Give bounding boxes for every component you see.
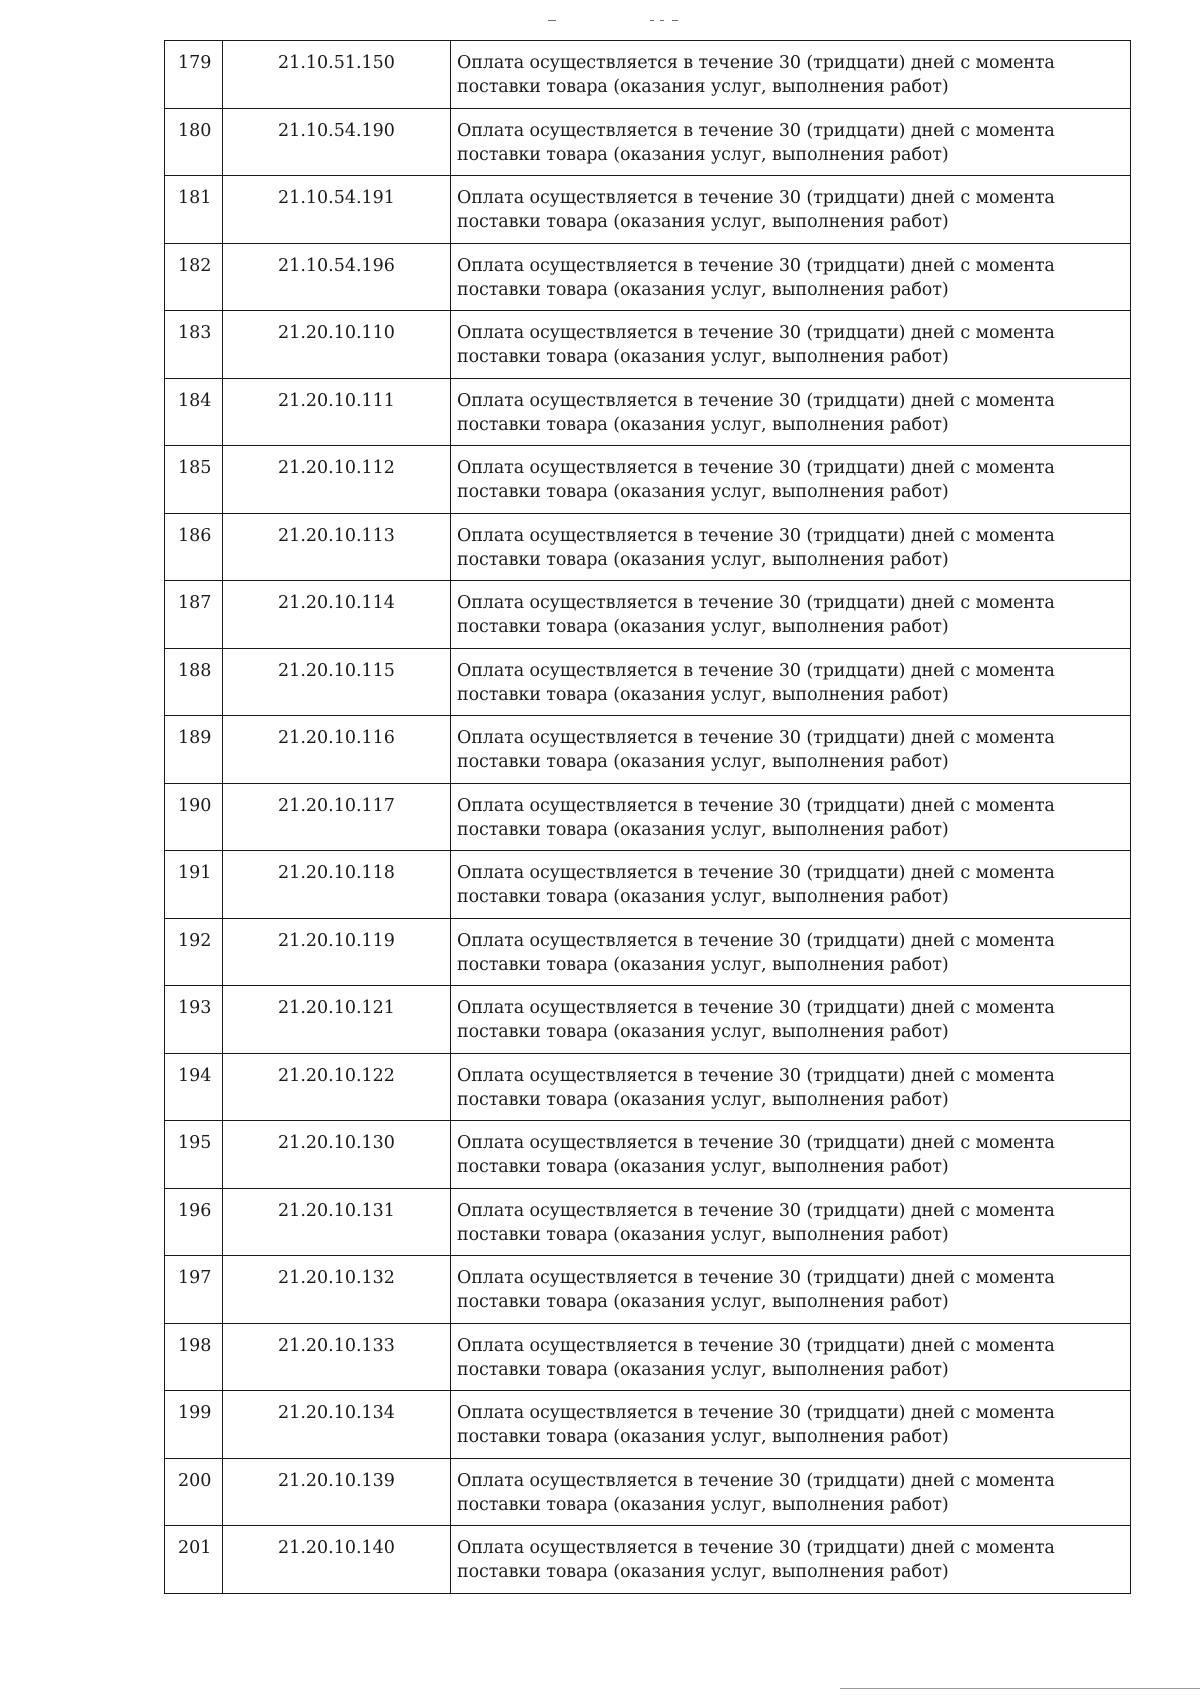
payment-terms-table bbox=[164, 40, 1131, 1594]
okpd2-code: 21.20.10.130 bbox=[223, 1121, 451, 1189]
table-row bbox=[165, 851, 1131, 919]
okpd2-code: 21.20.10.122 bbox=[223, 1053, 451, 1121]
payment-terms-text: Оплата осуществляется в течение 30 (тридцати) дней с момента поставки товара (оказания услуг, выполнения работ) bbox=[451, 1188, 1131, 1256]
table-row bbox=[165, 1391, 1131, 1459]
okpd2-code: 21.20.10.119 bbox=[223, 918, 451, 986]
table-row bbox=[165, 716, 1131, 784]
payment-terms-text: Оплата осуществляется в течение 30 (тридцати) дней с момента поставки товара (оказания услуг, выполнения работ) bbox=[451, 783, 1131, 851]
payment-terms-text: Оплата осуществляется в течение 30 (тридцати) дней с момента поставки товара (оказания услуг, выполнения работ) bbox=[451, 378, 1131, 446]
row-number: 187 bbox=[165, 581, 223, 649]
row-number: 199 bbox=[165, 1391, 223, 1459]
payment-terms-text: Оплата осуществляется в течение 30 (тридцати) дней с момента поставки товара (оказания услуг, выполнения работ) bbox=[451, 513, 1131, 581]
row-number: 194 bbox=[165, 1053, 223, 1121]
row-number: 181 bbox=[165, 176, 223, 244]
okpd2-code: 21.20.10.117 bbox=[223, 783, 451, 851]
okpd2-code: 21.20.10.113 bbox=[223, 513, 451, 581]
row-number: 198 bbox=[165, 1323, 223, 1391]
payment-terms-text: Оплата осуществляется в течение 30 (тридцати) дней с момента поставки товара (оказания услуг, выполнения работ) bbox=[451, 1256, 1131, 1324]
table-row bbox=[165, 1121, 1131, 1189]
okpd2-code: 21.20.10.115 bbox=[223, 648, 451, 716]
okpd2-code: 21.20.10.111 bbox=[223, 378, 451, 446]
table-row bbox=[165, 648, 1131, 716]
payment-terms-text: Оплата осуществляется в течение 30 (тридцати) дней с момента поставки товара (оказания услуг, выполнения работ) bbox=[451, 108, 1131, 176]
row-number: 196 bbox=[165, 1188, 223, 1256]
row-number: 185 bbox=[165, 446, 223, 514]
table-row bbox=[165, 1256, 1131, 1324]
okpd2-code: 21.20.10.114 bbox=[223, 581, 451, 649]
table-row bbox=[165, 378, 1131, 446]
payment-terms-text: Оплата осуществляется в течение 30 (тридцати) дней с момента поставки товара (оказания услуг, выполнения работ) bbox=[451, 716, 1131, 784]
row-number: 186 bbox=[165, 513, 223, 581]
payment-terms-text: Оплата осуществляется в течение 30 (тридцати) дней с момента поставки товара (оказания услуг, выполнения работ) bbox=[451, 986, 1131, 1054]
table-row bbox=[165, 446, 1131, 514]
payment-terms-text: Оплата осуществляется в течение 30 (тридцати) дней с момента поставки товара (оказания услуг, выполнения работ) bbox=[451, 851, 1131, 919]
payment-terms-text: Оплата осуществляется в течение 30 (тридцати) дней с момента поставки товара (оказания услуг, выполнения работ) bbox=[451, 1121, 1131, 1189]
okpd2-code: 21.20.10.118 bbox=[223, 851, 451, 919]
table-row bbox=[165, 1188, 1131, 1256]
payment-terms-text: Оплата осуществляется в течение 30 (тридцати) дней с момента поставки товара (оказания услуг, выполнения работ) bbox=[451, 176, 1131, 244]
payment-terms-text: Оплата осуществляется в течение 30 (тридцати) дней с момента поставки товара (оказания услуг, выполнения работ) bbox=[451, 446, 1131, 514]
payment-terms-text: Оплата осуществляется в течение 30 (тридцати) дней с момента поставки товара (оказания услуг, выполнения работ) bbox=[451, 41, 1131, 109]
table-body bbox=[165, 41, 1131, 1594]
row-number: 182 bbox=[165, 243, 223, 311]
okpd2-code: 21.20.10.134 bbox=[223, 1391, 451, 1459]
row-number: 195 bbox=[165, 1121, 223, 1189]
table-row bbox=[165, 783, 1131, 851]
row-number: 184 bbox=[165, 378, 223, 446]
table-row bbox=[165, 1053, 1131, 1121]
payment-terms-text: Оплата осуществляется в течение 30 (тридцати) дней с момента поставки товара (оказания услуг, выполнения работ) bbox=[451, 1526, 1131, 1594]
table-row bbox=[165, 1458, 1131, 1526]
okpd2-code: 21.10.54.190 bbox=[223, 108, 451, 176]
row-number: 192 bbox=[165, 918, 223, 986]
payment-terms-table-wrap bbox=[164, 40, 1130, 1594]
okpd2-code: 21.10.54.191 bbox=[223, 176, 451, 244]
table-row bbox=[165, 986, 1131, 1054]
okpd2-code: 21.20.10.110 bbox=[223, 311, 451, 379]
payment-terms-text: Оплата осуществляется в течение 30 (тридцати) дней с момента поставки товара (оказания услуг, выполнения работ) bbox=[451, 1323, 1131, 1391]
okpd2-code: 21.10.51.150 bbox=[223, 41, 451, 109]
payment-terms-text: Оплата осуществляется в течение 30 (тридцати) дней с момента поставки товара (оказания услуг, выполнения работ) bbox=[451, 311, 1131, 379]
payment-terms-text: Оплата осуществляется в течение 30 (тридцати) дней с момента поставки товара (оказания услуг, выполнения работ) bbox=[451, 581, 1131, 649]
okpd2-code: 21.20.10.140 bbox=[223, 1526, 451, 1594]
payment-terms-text: Оплата осуществляется в течение 30 (тридцати) дней с момента поставки товара (оказания услуг, выполнения работ) bbox=[451, 243, 1131, 311]
payment-terms-text: Оплата осуществляется в течение 30 (тридцати) дней с момента поставки товара (оказания услуг, выполнения работ) bbox=[451, 1391, 1131, 1459]
payment-terms-text: Оплата осуществляется в течение 30 (тридцати) дней с момента поставки товара (оказания услуг, выполнения работ) bbox=[451, 648, 1131, 716]
table-row bbox=[165, 311, 1131, 379]
table-row bbox=[165, 41, 1131, 109]
row-number: 189 bbox=[165, 716, 223, 784]
okpd2-code: 21.20.10.112 bbox=[223, 446, 451, 514]
table-row bbox=[165, 176, 1131, 244]
okpd2-code: 21.20.10.116 bbox=[223, 716, 451, 784]
row-number: 201 bbox=[165, 1526, 223, 1594]
row-number: 188 bbox=[165, 648, 223, 716]
okpd2-code: 21.20.10.133 bbox=[223, 1323, 451, 1391]
table-row bbox=[165, 243, 1131, 311]
row-number: 191 bbox=[165, 851, 223, 919]
okpd2-code: 21.20.10.139 bbox=[223, 1458, 451, 1526]
row-number: 180 bbox=[165, 108, 223, 176]
table-row bbox=[165, 513, 1131, 581]
okpd2-code: 21.10.54.196 bbox=[223, 243, 451, 311]
scan-edge-line bbox=[840, 1688, 1200, 1689]
table-row bbox=[165, 581, 1131, 649]
table-row bbox=[165, 1526, 1131, 1594]
payment-terms-text: Оплата осуществляется в течение 30 (тридцати) дней с момента поставки товара (оказания услуг, выполнения работ) bbox=[451, 918, 1131, 986]
table-row bbox=[165, 1323, 1131, 1391]
row-number: 183 bbox=[165, 311, 223, 379]
table-row bbox=[165, 108, 1131, 176]
okpd2-code: 21.20.10.121 bbox=[223, 986, 451, 1054]
scan-artifact-top bbox=[548, 18, 678, 24]
row-number: 179 bbox=[165, 41, 223, 109]
row-number: 193 bbox=[165, 986, 223, 1054]
row-number: 197 bbox=[165, 1256, 223, 1324]
payment-terms-text: Оплата осуществляется в течение 30 (тридцати) дней с момента поставки товара (оказания услуг, выполнения работ) bbox=[451, 1458, 1131, 1526]
row-number: 200 bbox=[165, 1458, 223, 1526]
okpd2-code: 21.20.10.132 bbox=[223, 1256, 451, 1324]
row-number: 190 bbox=[165, 783, 223, 851]
table-row bbox=[165, 918, 1131, 986]
okpd2-code: 21.20.10.131 bbox=[223, 1188, 451, 1256]
payment-terms-text: Оплата осуществляется в течение 30 (тридцати) дней с момента поставки товара (оказания услуг, выполнения работ) bbox=[451, 1053, 1131, 1121]
